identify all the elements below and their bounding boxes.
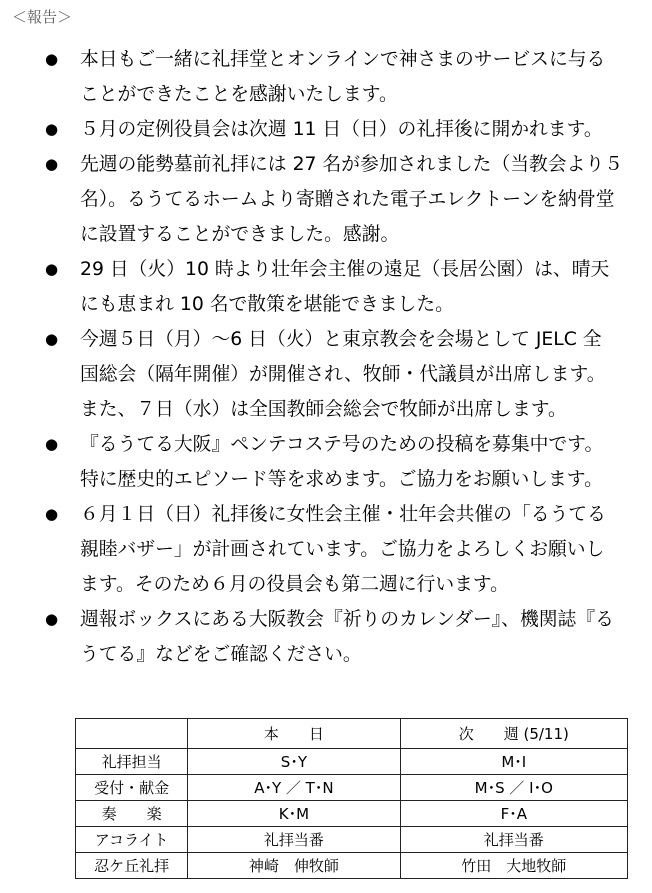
bullet-line: 特に歴史的エピソード等を求めます。ご協力をお願いします。 [80, 469, 603, 490]
table-header-cell-today: 本 日 [188, 719, 400, 749]
bullet-line: 『るうてる大阪』ペンテコステ号のための投稿を募集中です。 [80, 434, 604, 455]
bullet-line: 今週５日（月）～6 日（火）と東京教会を会場として JELC 全 [80, 329, 602, 350]
bullet-item [0, 497, 652, 602]
bullet-line: 先週の能勢墓前礼拝には 27 名が参加されました（当教会より５ [80, 154, 623, 175]
bullet-line: 29 日（火）10 時より壮年会主催の遠足（長居公園）は、晴天 [80, 259, 610, 280]
bullet-item [0, 602, 652, 672]
bullet-line: ます。そのため６月の役員会も第二週に行います。 [80, 574, 509, 595]
next-week-cell: F･A [400, 801, 627, 827]
table-row [76, 749, 628, 775]
table-header-cell-blank [76, 719, 188, 749]
today-cell: 神崎 伸牧師 [188, 853, 400, 879]
table-row [76, 827, 628, 853]
today-cell: K･M [188, 801, 400, 827]
bullet-dot-icon: ● [45, 120, 59, 138]
bullet-line: 週報ボックスにある大阪教会『祈りのカレンダー』、機関誌『る [80, 609, 614, 630]
bullet-line: 親睦バザー」が計画されています。ご協力をよろしくお願いし [80, 539, 605, 560]
bullet-item [0, 42, 652, 112]
bullet-dot-icon: ● [45, 260, 59, 278]
today-cell: A･Y ／ T･N [188, 775, 400, 801]
bullet-line: 国総会（隔年開催）が開催され、牧師・代議員が出席します。 [80, 364, 606, 385]
bullet-list [0, 42, 652, 672]
role-cell: アコライト [76, 827, 188, 853]
table-header-row [76, 719, 628, 749]
table-row [76, 801, 628, 827]
next-week-cell: 礼拝当番 [400, 827, 627, 853]
bullet-line: また、７日（水）は全国教師会総会で牧師が出席します。 [80, 399, 567, 420]
role-cell: 奏 楽 [76, 801, 188, 827]
bullet-dot-icon: ● [45, 330, 59, 348]
bullet-line: ５月の定例役員会は次週 11 日（日）の礼拝後に開かれます。 [80, 119, 603, 140]
today-cell: 礼拝当番 [188, 827, 400, 853]
role-cell: 礼拝担当 [76, 749, 188, 775]
today-cell: S･Y [188, 749, 400, 775]
bullet-line: うてる』などをご確認ください。 [80, 644, 362, 665]
next-week-cell: M･I [400, 749, 627, 775]
bullet-dot-icon: ● [45, 505, 59, 523]
bullet-line: に設置することができました。感謝。 [80, 224, 400, 245]
bullet-dot-icon: ● [45, 435, 59, 453]
bullet-dot-icon: ● [45, 50, 59, 68]
bullet-item [0, 322, 652, 427]
duty-table [75, 718, 628, 879]
report-header: ＜報告＞ [12, 8, 73, 26]
next-week-cell: M･S ／ I･O [400, 775, 627, 801]
bullet-line: にも恵まれ 10 名で散策を堪能できました。 [80, 294, 454, 315]
bullet-dot-icon: ● [45, 155, 59, 173]
bullet-line: ６月１日（日）礼拝後に女性会主催・壮年会共催の「るうてる [80, 504, 606, 525]
bullet-item [0, 147, 652, 252]
table-row [76, 775, 628, 801]
table-row [76, 853, 628, 879]
bullet-item [0, 112, 652, 147]
table-header-cell-next-week: 次 週 (5/11) [400, 719, 627, 749]
bullet-line: 本日もご一緒に礼拝堂とオンラインで神さまのサービスに与る [80, 49, 606, 70]
role-cell: 受付・献金 [76, 775, 188, 801]
bullet-item [0, 252, 652, 322]
bullet-line: 名）。るうてるホームより寄贈された電子エレクトーンを納骨堂 [80, 189, 615, 210]
bullet-dot-icon: ● [45, 610, 59, 628]
role-cell: 忍ケ丘礼拝 [76, 853, 188, 879]
bullet-item [0, 427, 652, 497]
bullet-line: ことができたことを感謝いたします。 [80, 84, 398, 105]
next-week-cell: 竹田 大地牧師 [400, 853, 627, 879]
